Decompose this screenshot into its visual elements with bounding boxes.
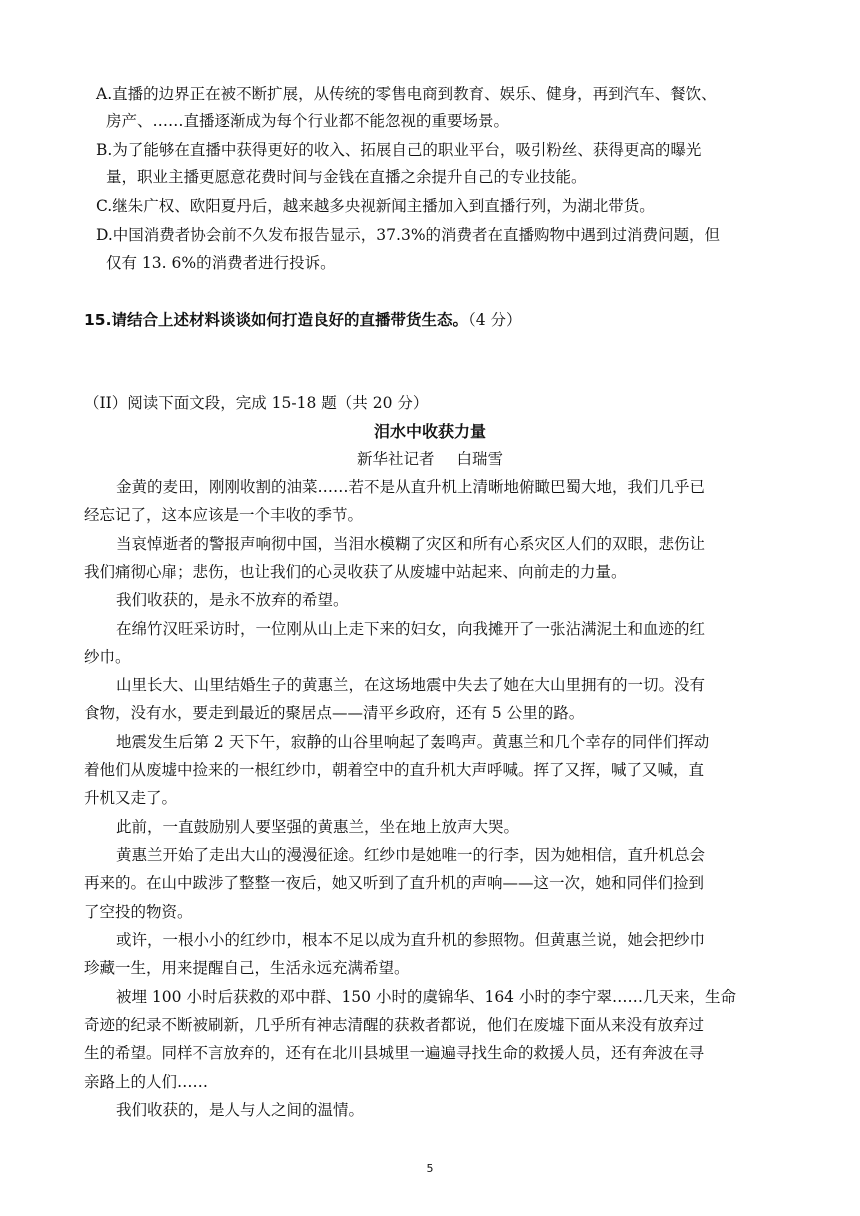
byline-org: 新华社记者 <box>356 450 435 468</box>
option-d-line-2: 仅有 13. 6%的消费者进行投诉。 <box>106 254 336 272</box>
article-line: 地震发生后第 2 天下午，寂静的山谷里响起了轰鸣声。黄惠兰和几个幸存的同伴们挥动 <box>116 733 710 751</box>
question-15 <box>84 313 522 329</box>
byline-author: 白瑞雪 <box>456 450 504 468</box>
article-line: 奇迹的纪录不断被刷新，几乎所有神志清醒的获救者都说，他们在废墟下面从来没有放弃过 <box>84 1016 705 1034</box>
article-title: 泪水中收获力量 <box>373 422 486 441</box>
option-b-line-1: B.为了能够在直播中获得更好的收入、拓展自己的职业平台，吸引粉丝、获得更高的曝光 <box>96 141 702 159</box>
article-line: 金黄的麦田，刚刚收割的油菜……若不是从直升机上清晰地俯瞰巴蜀大地，我们几乎已 <box>116 478 706 496</box>
article-line: 山里长大、山里结婚生子的黄惠兰，在这场地震中失去了她在大山里拥有的一切。没有 <box>116 676 706 694</box>
article-line: 此前，一直鼓励别人要坚强的黄惠兰，坐在地上放声大哭。 <box>116 818 520 836</box>
question-15-text: 15.请结合上述材料谈谈如何打造良好的直播带货生态。 <box>84 311 468 329</box>
article-line: 我们痛彻心扉；悲伤，也让我们的心灵收获了从废墟中站起来、向前走的力量。 <box>84 563 627 581</box>
article-line: 升机又走了。 <box>84 789 178 807</box>
article-line: 被埋 100 小时后获救的邓中群、150 小时的虞锦华、164 小时的李宁翠……几天来，生命 <box>116 988 736 1006</box>
option-a-line-1: A.直播的边界正在被不断扩展，从传统的零售电商到教育、娱乐、健身，再到汽车、餐饮、 <box>96 85 717 103</box>
article-line: 了空投的物资。 <box>84 903 193 921</box>
article-byline <box>0 452 860 468</box>
article-line: 我们收获的，是永不放弃的希望。 <box>116 591 349 609</box>
page-number: 5 <box>426 1162 434 1175</box>
article-line: 珍藏一生，用来提醒自己，生活永远充满希望。 <box>84 959 410 977</box>
option-d-line-1: D.中国消费者协会前不久发布报告显示，37.3%的消费者在直播购物中遇到过消费问题，但 <box>96 226 721 244</box>
article-line: 再来的。在山中跋涉了整整一夜后，她又听到了直升机的声响——这一次，她和同伴们捡到 <box>84 874 705 892</box>
article-line: 或许，一根小小的红纱巾，根本不足以成为直升机的参照物。但黄惠兰说，她会把纱巾 <box>116 931 706 949</box>
option-b-line-2: 量，职业主播更愿意花费时间与金钱在直播之余提升自己的专业技能。 <box>106 168 587 186</box>
article-line: 经忘记了，这本应该是一个丰收的季节。 <box>84 506 364 524</box>
article-line: 我们收获的，是人与人之间的温情。 <box>116 1101 365 1119</box>
article-line: 亲路上的人们…… <box>84 1073 209 1091</box>
article-line: 生的希望。同样不言放弃的，还有在北川县城里一遍遍寻找生命的救援人员，还有奔波在寻 <box>84 1044 705 1062</box>
section-heading: （II）阅读下面文段，完成 15-18 题（共 20 分） <box>84 394 429 412</box>
article-line: 食物，没有水，要走到最近的聚居点——清平乡政府，还有 5 公里的路。 <box>84 704 585 722</box>
article-line: 纱巾。 <box>84 648 131 666</box>
article-line: 黄惠兰开始了走出大山的漫漫征途。红纱巾是她唯一的行李，因为她相信，直升机总会 <box>116 846 706 864</box>
question-15-points: （4 分） <box>467 311 522 329</box>
article-line: 在绵竹汉旺采访时，一位刚从山上走下来的妇女，向我摊开了一张沾满泥土和血迹的红 <box>116 620 706 638</box>
article-line: 当哀悼逝者的警报声响彻中国，当泪水模糊了灾区和所有心系灾区人们的双眼，悲伤让 <box>116 535 706 553</box>
article-line: 着他们从废墟中捡来的一根红纱巾，朝着空中的直升机大声呼喊。挥了又挥，喊了又喊，直 <box>84 761 705 779</box>
option-a-line-2: 房产、……直播逐渐成为每个行业都不能忽视的重要场景。 <box>106 112 510 130</box>
option-c-line-1: C.继朱广权、欧阳夏丹后，越来越多央视新闻主播加入到直播行列，为湖北带货。 <box>96 197 655 215</box>
